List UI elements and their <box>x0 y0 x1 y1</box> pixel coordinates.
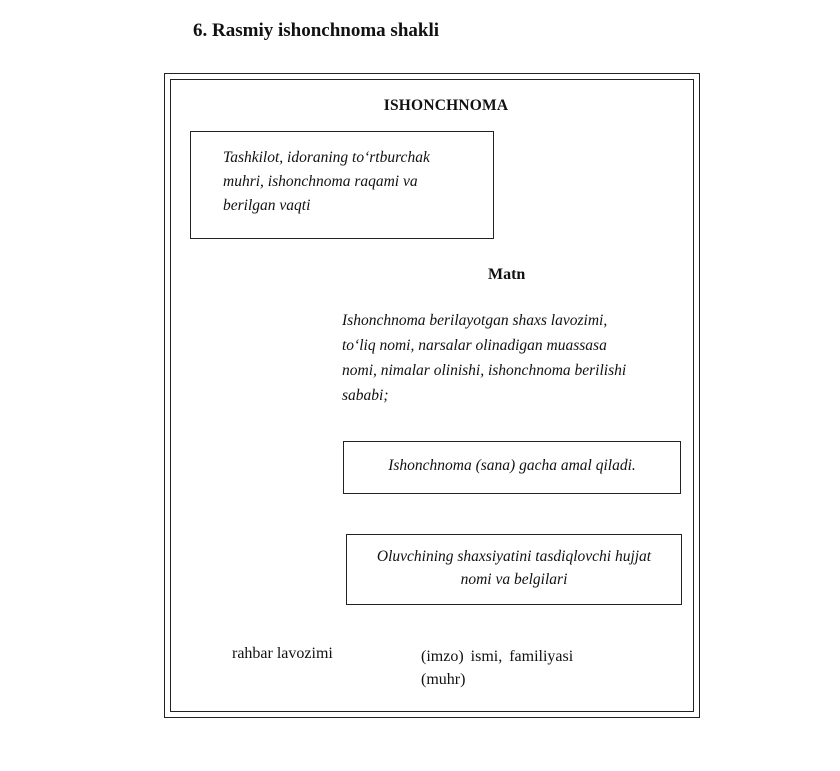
text-section-title: Matn <box>488 266 526 283</box>
signature-position-label: rahbar lavozimi <box>232 645 333 662</box>
id-document-box <box>346 534 682 605</box>
stamp-box-line: muhri, ishonchnoma raqami va <box>223 173 418 190</box>
stamp-box-line: berilgan vaqti <box>223 197 311 214</box>
signature-stamp-line: (muhr) <box>421 671 466 688</box>
text-section-body <box>342 308 680 408</box>
body-line: sababi; <box>342 387 389 404</box>
id-box-line: Oluvchining shaxsiyatini tasdiqlovchi hujjat <box>376 548 652 565</box>
body-line: nomi, nimalar olinishi, ishonchnoma berilishi <box>342 362 627 379</box>
stamp-box-line: Tashkilot, idoraning to‘rtburchak <box>223 149 430 166</box>
validity-box <box>343 441 681 494</box>
validity-text: Ishonchnoma (sana) gacha amal qiladi. <box>388 457 636 474</box>
signature-name-line: (imzo) ismi, familiyasi <box>421 648 574 665</box>
id-box-line: nomi va belgilari <box>460 571 568 588</box>
body-line: Ishonchnoma berilayotgan shaxs lavozimi, <box>342 312 608 329</box>
document-title: ISHONCHNOMA <box>383 97 509 114</box>
stamp-box <box>190 131 494 239</box>
signature-name-block <box>421 645 573 691</box>
body-line: to‘liq nomi, narsalar olinadigan muassasa <box>342 337 607 354</box>
section-heading: 6. Rasmiy ishonchnoma shakli <box>193 20 440 41</box>
